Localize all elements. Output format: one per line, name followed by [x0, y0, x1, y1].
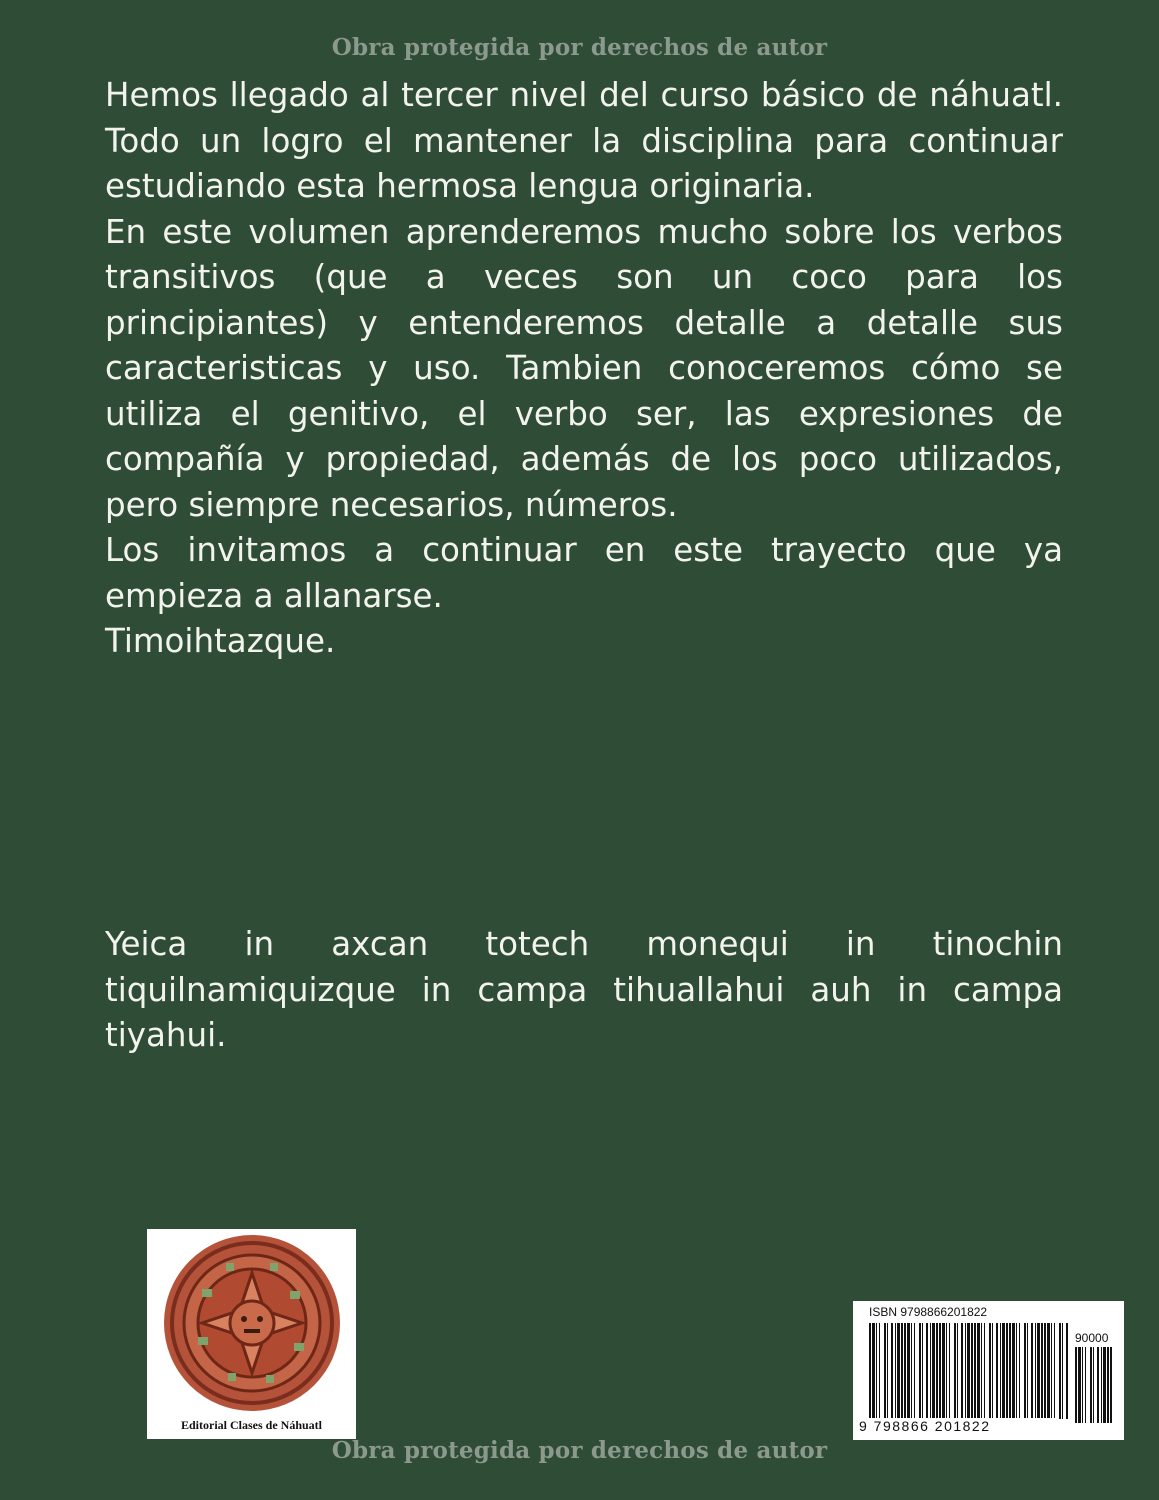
- price-code: 90000: [1075, 1331, 1109, 1345]
- publisher-name: Editorial Clases de Náhuatl: [180, 1418, 322, 1432]
- nahuatl-quote-text: Yeica in axcan totech monequi in tinochin tiquilnamiquizque in campa tihuallahui auh in campa tiyahui.: [105, 925, 1063, 1054]
- copyright-watermark-top: Obra protegida por derechos de autor: [331, 34, 828, 61]
- description-paragraph: Hemos llegado al tercer nivel del curso básico de náhuatl. Todo un logro el mantener la disciplina para continuar estudiando esta hermosa lengua originaria.: [105, 76, 1063, 205]
- aztec-calendar-stone-icon: [162, 1233, 342, 1413]
- description-paragraph: En este volumen aprenderemos mucho sobre los verbos transitivos (que a veces son un coco para los principiantes) y entenderemos detalle a detalle sus caracteristicas y uso. Tambien conoceremos cómo se utiliza el genitivo, el verbo ser, las expresiones de compañía y propiedad, además de los poco utilizados, pero siempre necesarios, números.: [105, 212, 1063, 524]
- isbn-barcode: [853, 1301, 1124, 1440]
- barcode-digits: 9 798866 201822: [859, 1418, 1059, 1434]
- description-paragraph: Timoihtazque.: [105, 622, 336, 660]
- back-cover-description: [105, 73, 1063, 665]
- barcode-bars: [869, 1323, 1069, 1419]
- publisher-logo: [147, 1229, 356, 1439]
- description-paragraph: Los invitamos a continuar en este trayecto que ya empieza a allanarse.: [105, 531, 1063, 615]
- price-barcode-bars: [1075, 1347, 1115, 1423]
- nahuatl-quote: [105, 922, 1063, 1059]
- isbn-label: ISBN 9798866201822: [869, 1305, 988, 1319]
- copyright-watermark-bottom: Obra protegida por derechos de autor: [331, 1437, 828, 1464]
